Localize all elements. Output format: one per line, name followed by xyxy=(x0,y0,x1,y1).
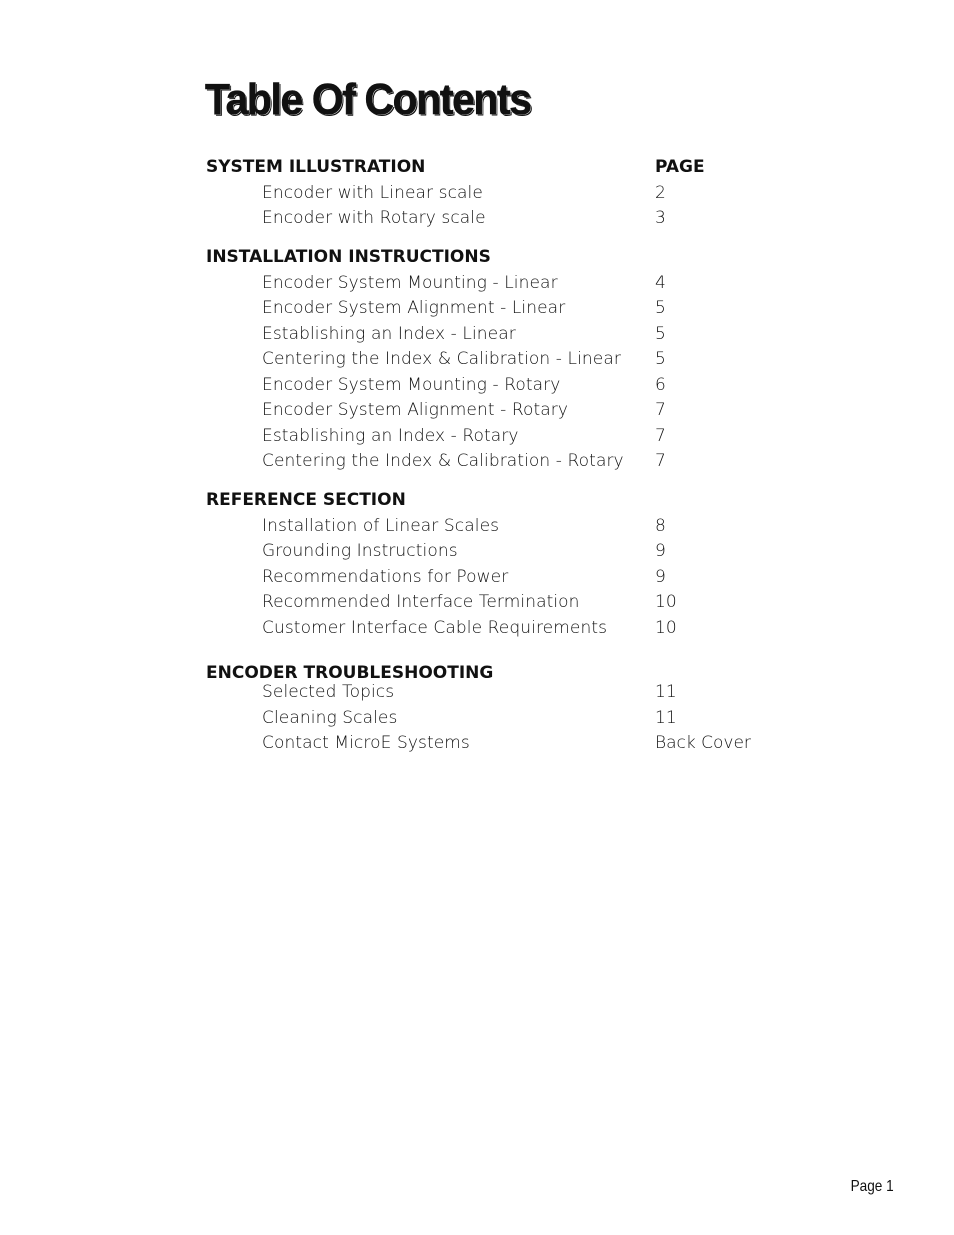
toc-entry-page: 8 xyxy=(655,516,666,536)
toc-entry-label: Customer Interface Cable Requirements xyxy=(262,618,608,638)
toc-section-heading xyxy=(0,245,954,269)
toc-entry-label: Encoder with Rotary scale xyxy=(262,208,486,228)
toc-entry-page: 7 xyxy=(655,451,666,471)
toc-entry-label: Centering the Index & Calibration - Rotary xyxy=(262,451,624,471)
toc-entry xyxy=(0,347,954,371)
toc-entry-label: Centering the Index & Calibration - Linear xyxy=(262,349,621,369)
toc-entry-label: Establishing an Index - Rotary xyxy=(262,426,519,446)
toc-entry-label: Encoder System Mounting - Linear xyxy=(262,273,558,293)
toc-entry xyxy=(0,398,954,422)
toc-entry xyxy=(0,514,954,538)
toc-entry-label: Installation of Linear Scales xyxy=(262,516,500,536)
toc-entry-page: Back Cover xyxy=(655,733,751,753)
toc-entry-label: Grounding Instructions xyxy=(262,541,458,561)
toc-entry-page: 5 xyxy=(655,349,666,369)
section-heading-system-illustration: SYSTEM ILLUSTRATION xyxy=(206,157,426,177)
toc-entry xyxy=(0,322,954,346)
toc-entry xyxy=(0,731,954,755)
toc-entry xyxy=(0,296,954,320)
toc-entry-page: 5 xyxy=(655,298,666,318)
toc-entry-page: 5 xyxy=(655,324,666,344)
toc-entry-label: Encoder System Alignment - Rotary xyxy=(262,400,569,420)
toc-entry-page: 9 xyxy=(655,567,666,587)
toc-entry-label: Contact MicroE Systems xyxy=(262,733,470,753)
toc-entry xyxy=(0,706,954,730)
toc-entry-page: 10 xyxy=(655,592,677,612)
toc-entry xyxy=(0,424,954,448)
toc-entry xyxy=(0,590,954,614)
toc-entry-label: Cleaning Scales xyxy=(262,708,398,728)
toc-entry-label: Recommendations for Power xyxy=(262,567,509,587)
toc-entry-label: Establishing an Index - Linear xyxy=(262,324,516,344)
toc-entry-page: 10 xyxy=(655,618,677,638)
toc-entry-page: 2 xyxy=(655,183,666,203)
toc-entry xyxy=(0,616,954,640)
toc-entry-page: 4 xyxy=(655,273,666,293)
toc-entry xyxy=(0,181,954,205)
section-heading-encoder-troubleshooting: ENCODER TROUBLESHOOTING xyxy=(206,663,494,683)
toc-entry xyxy=(0,680,954,704)
toc-entry-label: Encoder with Linear scale xyxy=(262,183,483,203)
section-heading-installation-instructions: INSTALLATION INSTRUCTIONS xyxy=(206,247,491,267)
toc-entry xyxy=(0,373,954,397)
toc-entry-label: Encoder System Mounting - Rotary xyxy=(262,375,561,395)
toc-entry xyxy=(0,206,954,230)
toc-entry-page: 3 xyxy=(655,208,666,228)
toc-entry-page: 7 xyxy=(655,400,666,420)
toc-entry-page: 6 xyxy=(655,375,666,395)
toc-entry-label: Selected Topics xyxy=(262,682,395,702)
toc-entry-label: Recommended Interface Termination xyxy=(262,592,580,612)
footer-page-number: Page 1 xyxy=(850,1178,894,1195)
toc-entry-page: 7 xyxy=(655,426,666,446)
toc-entry xyxy=(0,539,954,563)
toc-entry-page: 9 xyxy=(655,541,666,561)
page-column-header: PAGE xyxy=(655,157,705,177)
toc-entry xyxy=(0,565,954,589)
toc-section-heading xyxy=(0,488,954,512)
toc-entry-label: Encoder System Alignment - Linear xyxy=(262,298,566,318)
page-title: Table Of Contents xyxy=(205,75,531,124)
section-heading-reference-section: REFERENCE SECTION xyxy=(206,490,406,510)
toc-entry xyxy=(0,449,954,473)
toc-entry-page: 11 xyxy=(655,682,677,702)
toc-section-heading xyxy=(0,155,954,179)
toc-entry-page: 11 xyxy=(655,708,677,728)
toc-entry xyxy=(0,271,954,295)
